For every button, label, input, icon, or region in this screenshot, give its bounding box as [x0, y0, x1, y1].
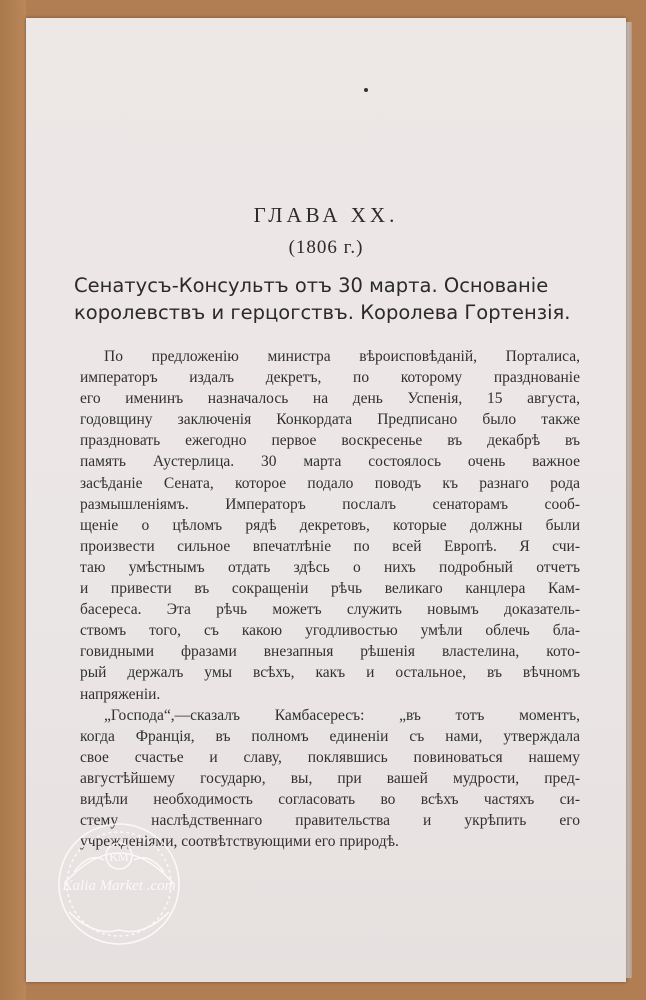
text-line: засѣданіе Сената, которое подало поводъ къ разнаго рода — [80, 474, 580, 492]
text-line: ствомъ того, съ какою угодливостью умѣли облечь бла- — [80, 622, 580, 640]
text-line: видѣли необходимость согласовать во всѣхъ частяхъ си- — [80, 790, 580, 808]
text-line: учрежденіями, соотвѣтствующими его природѣ. — [80, 833, 399, 851]
text-line: басереса. Эта рѣчь можетъ служить новымъ доказатель- — [80, 601, 580, 619]
text-line: его именинъ назначалось на день Успенія, 15 августа, — [80, 390, 580, 408]
text-line: напряженіи. — [80, 685, 161, 703]
text-line: щеніе о цѣломъ рядѣ декретовъ, которые должны были — [80, 516, 580, 534]
text-line: „Господа“,—сказалъ Камбасересъ: „въ тотъ моментъ, — [104, 706, 580, 724]
text-line: говидными фразами внезапныя рѣшенія властелина, кото- — [80, 643, 580, 661]
text-line: когда Франція, въ полномъ единеніи съ нами, утверждала — [80, 727, 580, 745]
watermark-brand: Kalia Market .com — [62, 878, 176, 894]
ink-dot — [364, 88, 368, 92]
chapter-year: (1806 г.) — [288, 237, 364, 258]
text-line: таю умѣстнымъ отдать здѣсь о нихъ подробный отчетъ — [80, 558, 580, 576]
chapter-heading: ГЛАВА XX. — [253, 203, 399, 227]
text-line: стему наслѣдственнаго правительства и укрѣпить его — [80, 812, 580, 830]
body-text — [80, 346, 580, 852]
text-line: По предложенію министра вѣроисповѣданій, Порталиса, — [104, 348, 580, 365]
watermark-monogram: KM — [109, 850, 129, 864]
text-line: годовщину заключенія Конкордата Предписано было также — [80, 411, 580, 429]
text-line: свое счастье и славу, поклявшись повиноваться нашему — [80, 748, 580, 766]
text-line: рый держалъ умы всѣхъ, какъ и остальное, въ вѣчномъ — [80, 664, 580, 682]
text-line: праздновать ежегодно первое воскресенье въ декабрѣ въ — [80, 432, 580, 450]
title-line: королевствъ и герцогствъ. Королева Гортензія. — [74, 301, 571, 324]
book-frame-left — [0, 0, 26, 1000]
text-line: августѣйшему государю, вы, при вашей мудрости, пред- — [80, 769, 580, 787]
watermark-logo — [44, 812, 194, 962]
text-line: память Аустерлица. 30 марта состоялось очень важное — [80, 453, 580, 471]
text-line: императоръ издалъ декретъ, по которому празднованіе — [80, 369, 580, 387]
chapter-title — [74, 272, 594, 326]
text-line: и привести въ сокращеніи рѣчь великаго канцлера Кам- — [80, 580, 580, 598]
text-line: размышленіямъ. Императоръ послалъ сенаторамъ сооб- — [80, 495, 580, 513]
page-edge — [626, 22, 632, 978]
text-line: произвести сильное впечатлѣніе по всей Европѣ. Я счи- — [80, 537, 580, 555]
title-line: Сенатусъ-Консультъ отъ 30 марта. Основаніе — [74, 274, 549, 297]
